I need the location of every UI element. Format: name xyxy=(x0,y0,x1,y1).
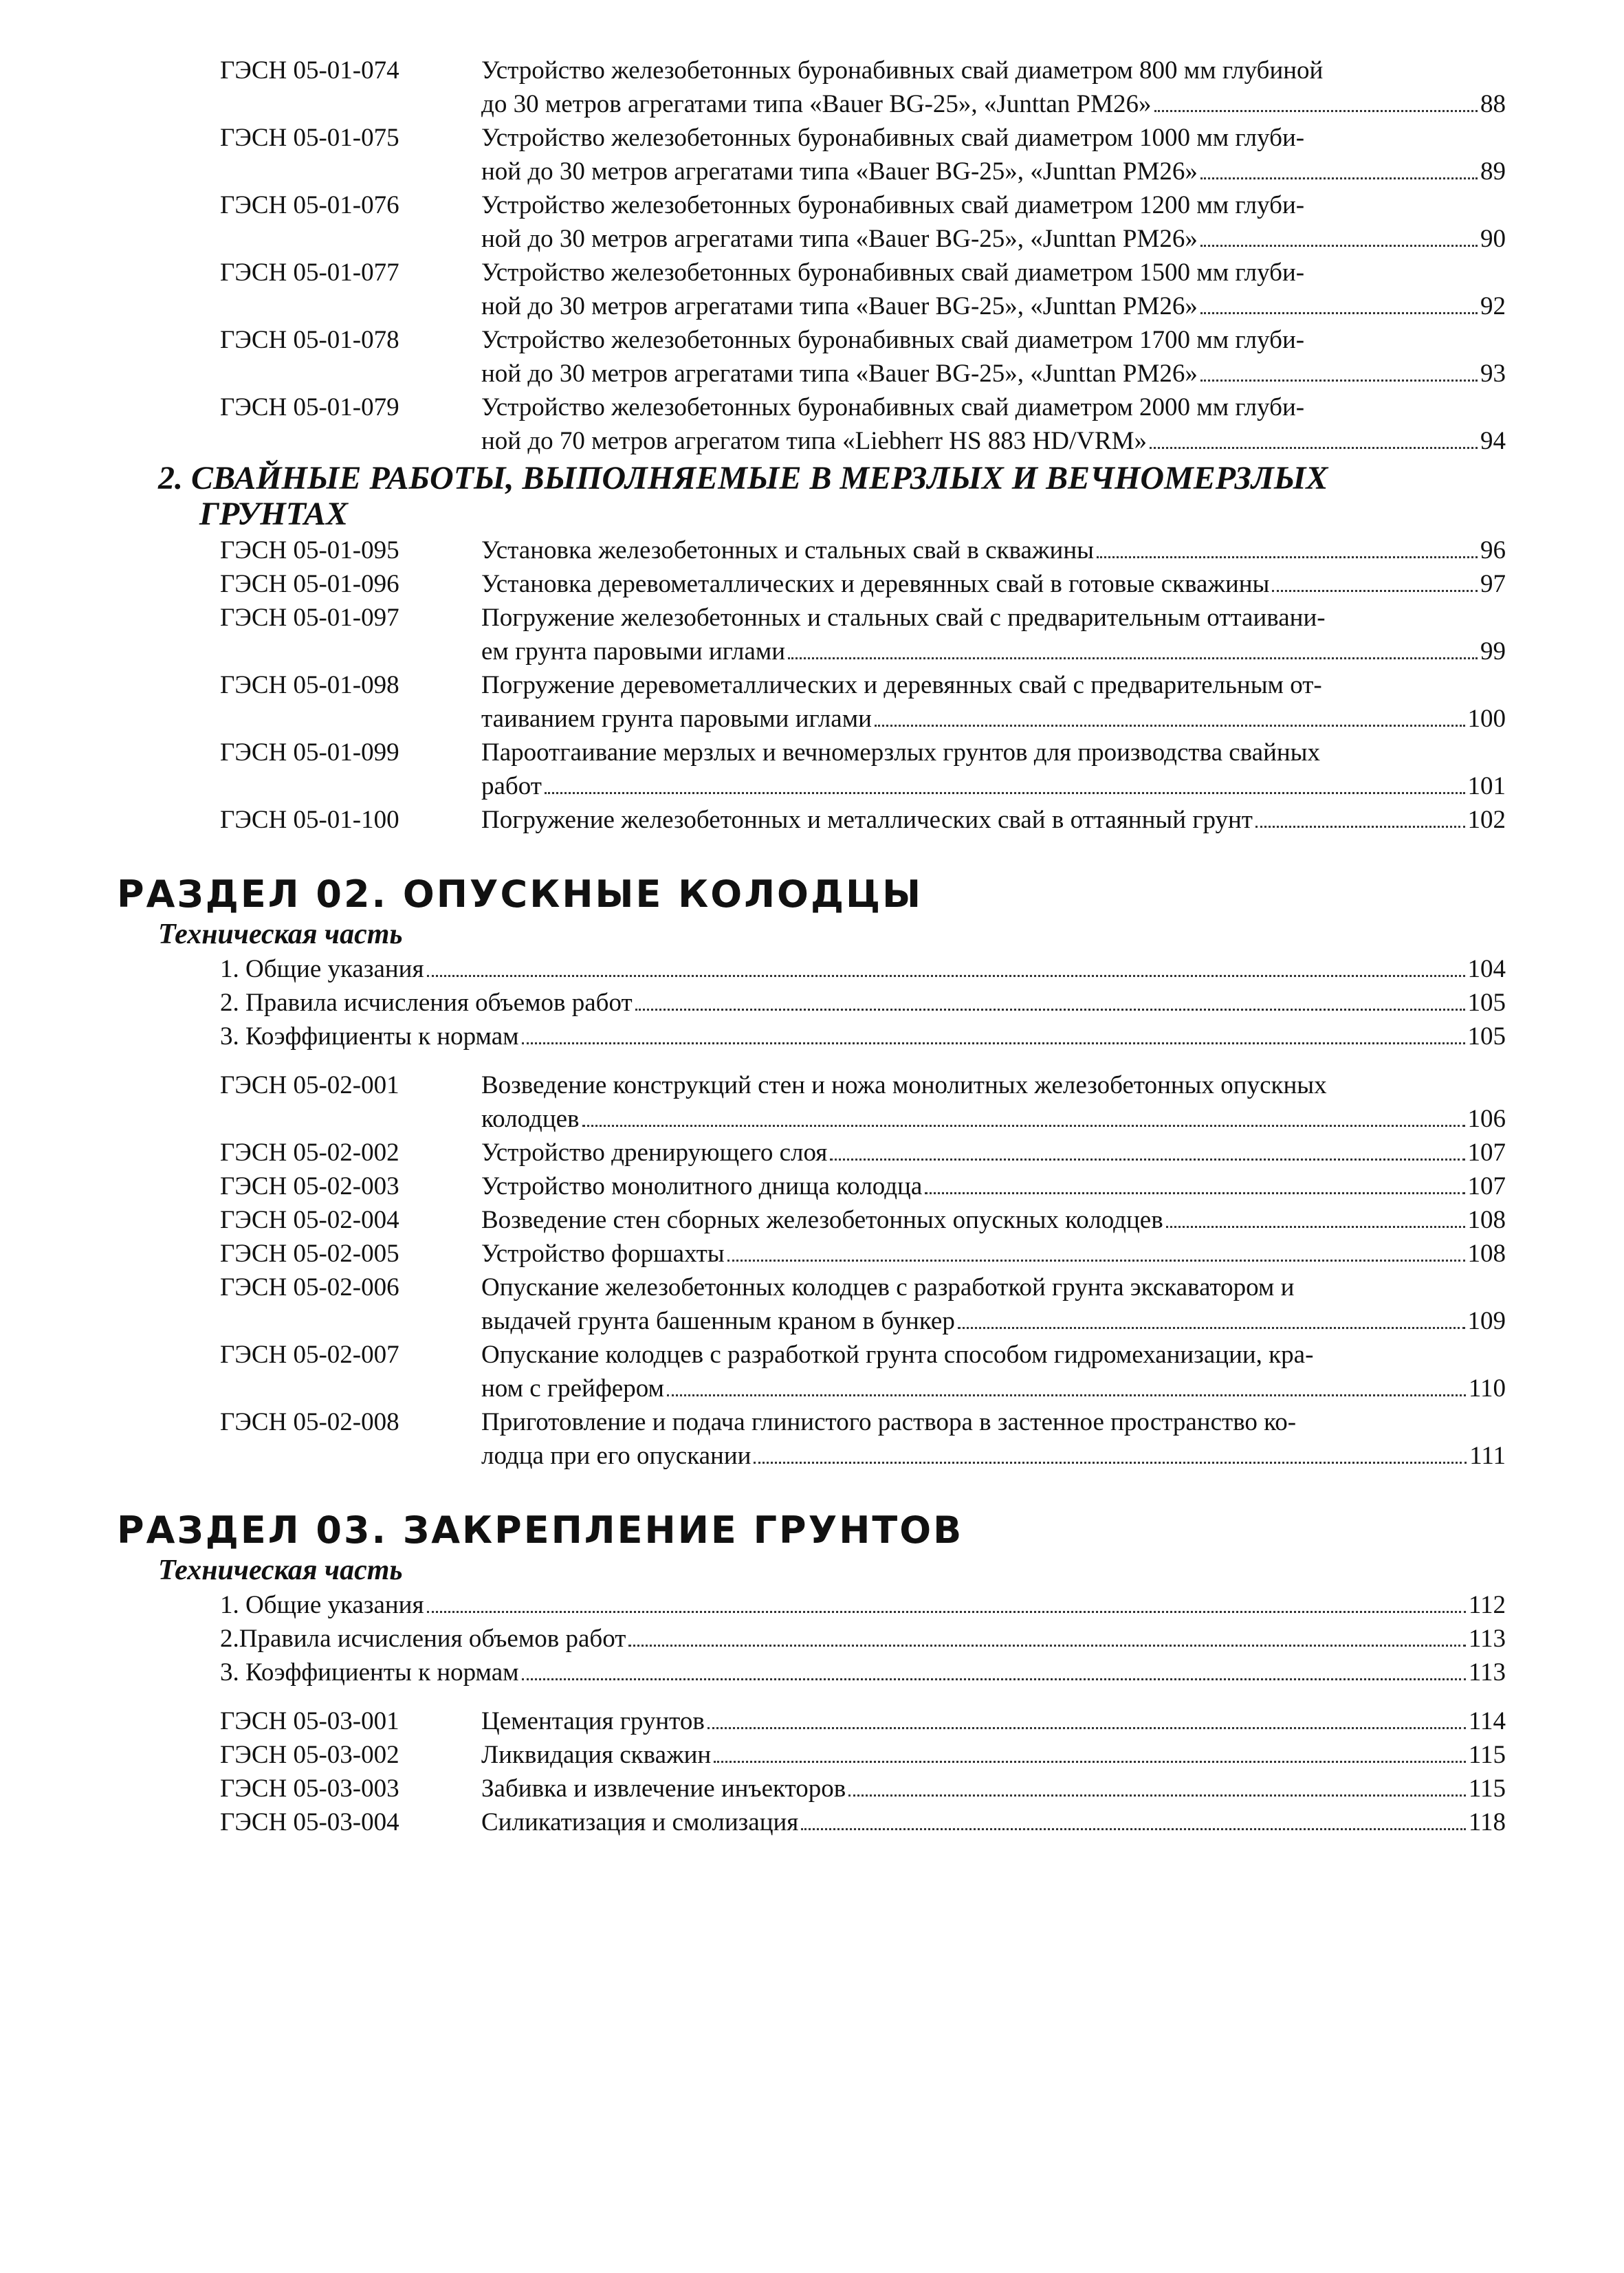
toc-entry xyxy=(158,1170,1506,1203)
leader-dots xyxy=(522,1042,1465,1044)
leader-dots xyxy=(628,1645,1465,1647)
entry-title-line xyxy=(481,1304,1506,1338)
leader-dots xyxy=(1166,1226,1465,1228)
tech-part-item xyxy=(158,1656,1506,1689)
norm-code: ГЭСН 05-01-098 xyxy=(220,671,399,699)
tech-part-label: 2.Правила исчисления объемов работ xyxy=(220,1625,626,1653)
page-number: 114 xyxy=(1468,1707,1506,1735)
entry-title-line xyxy=(481,1805,1506,1839)
toc-entry xyxy=(158,1271,1506,1338)
entry-title-text: Устройство монолитного днища колодца xyxy=(481,1172,923,1200)
leader-dots xyxy=(801,1828,1466,1830)
leader-dots xyxy=(1097,556,1478,558)
norm-code: ГЭСН 05-01-075 xyxy=(220,124,399,152)
page-number: 92 xyxy=(1480,292,1506,320)
page-number: 111 xyxy=(1469,1442,1506,1470)
entry-title xyxy=(481,567,1506,601)
leader-dots xyxy=(830,1159,1464,1161)
entry-title xyxy=(481,323,1506,391)
entry-title-text: Приготовление и подача глинистого раствора в застенное пространство ко- xyxy=(481,1408,1297,1436)
toc-entry xyxy=(158,256,1506,323)
leader-dots xyxy=(522,1678,1466,1680)
leader-dots xyxy=(848,1794,1466,1797)
entry-title-text: ной до 70 метров агрегатом типа «Liebherr HS 883 HD/VRM» xyxy=(481,427,1148,455)
entry-title-text: ем грунта паровыми иглами xyxy=(481,637,786,666)
entry-title-text: Возведение стен сборных железобетонных опускных колодцев xyxy=(481,1206,1163,1234)
entry-title xyxy=(481,1136,1506,1170)
entry-title-line xyxy=(481,424,1506,458)
tech-part-item xyxy=(158,1020,1506,1053)
entry-title-line xyxy=(481,769,1506,803)
entry-title-line xyxy=(481,601,1506,635)
entry-title-text: ном с грейфером xyxy=(481,1374,664,1403)
leader-dots xyxy=(545,792,1465,794)
norm-code: ГЭСН 05-01-074 xyxy=(220,56,399,85)
entry-title xyxy=(481,1237,1506,1271)
entry-title xyxy=(481,1772,1506,1805)
entry-title-text: Устройство дренирующего слоя xyxy=(481,1139,828,1167)
entry-title-text: Устройство форшахты xyxy=(481,1240,725,1268)
entry-title-line xyxy=(481,1068,1506,1102)
entry-title-text: таиванием грунта паровыми иглами xyxy=(481,705,872,733)
page-number: 97 xyxy=(1480,570,1506,598)
norm-code: ГЭСН 05-02-001 xyxy=(220,1071,399,1099)
page-number: 118 xyxy=(1468,1808,1506,1836)
section-02-tech-items xyxy=(158,952,1506,1053)
toc-content xyxy=(117,54,1506,1839)
norm-code: ГЭСН 05-01-079 xyxy=(220,393,399,421)
page-number: 115 xyxy=(1468,1775,1506,1803)
entry-title-text: Устройство железобетонных буронабивных свай диаметром 1500 мм глуби- xyxy=(481,259,1305,287)
entry-title xyxy=(481,668,1506,736)
entry-title-line xyxy=(481,1738,1506,1772)
tech-part-item xyxy=(158,1588,1506,1622)
leader-dots xyxy=(1200,312,1478,314)
entry-title-line xyxy=(481,357,1506,391)
leader-dots xyxy=(1200,177,1478,179)
page-number: 108 xyxy=(1467,1206,1506,1234)
leader-dots xyxy=(582,1125,1465,1127)
page-number: 93 xyxy=(1480,360,1506,388)
toc-entry xyxy=(158,1338,1506,1405)
norm-code: ГЭСН 05-01-077 xyxy=(220,259,399,287)
toc-entry xyxy=(158,1068,1506,1136)
entry-title-text: Устройство железобетонных буронабивных свай диаметром 2000 мм глуби- xyxy=(481,393,1305,421)
leader-dots xyxy=(427,975,1465,977)
entry-title-line xyxy=(481,702,1506,736)
entry-title-line xyxy=(481,222,1506,256)
entry-title-line xyxy=(481,1237,1506,1271)
toc-group-soil-strengthening xyxy=(158,1704,1506,1839)
entry-title-line xyxy=(481,567,1506,601)
entry-title-text: Установка железобетонных и стальных свай в скважины xyxy=(481,536,1094,564)
norm-code: ГЭСН 05-03-004 xyxy=(220,1808,399,1836)
page-number: 105 xyxy=(1467,1022,1506,1051)
toc-group-frozen-soils xyxy=(158,534,1506,837)
entry-title-text: Опускание железобетонных колодцев с разработкой грунта экскаватором и xyxy=(481,1273,1295,1302)
toc-entry xyxy=(158,1203,1506,1237)
toc-entry xyxy=(158,534,1506,567)
entry-title-line xyxy=(481,668,1506,702)
page-number: 107 xyxy=(1467,1172,1506,1200)
page-number: 96 xyxy=(1480,536,1506,564)
entry-title-line xyxy=(481,256,1506,289)
toc-entry xyxy=(158,567,1506,601)
norm-code: ГЭСН 05-02-006 xyxy=(220,1273,399,1302)
leader-dots xyxy=(707,1727,1466,1729)
page-number: 115 xyxy=(1468,1741,1506,1769)
entry-title-text: Пароотгаивание мерзлых и вечномерзлых грунтов для производства свайных xyxy=(481,738,1321,767)
page-number: 89 xyxy=(1480,157,1506,186)
entry-title-text: Опускание колодцев с разработкой грунта способом гидромеханизации, кра- xyxy=(481,1341,1314,1369)
entry-title-text: работ xyxy=(481,772,542,800)
toc-entry xyxy=(158,1237,1506,1271)
entry-title-line xyxy=(481,54,1506,87)
entry-title-text: до 30 метров агрегатами типа «Bauer BG-25», «Junttan PM26» xyxy=(481,90,1152,118)
leader-dots xyxy=(875,725,1465,727)
section-03-title: РАЗДЕЛ 03. ЗАКРЕПЛЕНИЕ ГРУНТОВ xyxy=(117,1508,964,1552)
page-number: 100 xyxy=(1467,705,1506,733)
leader-dots xyxy=(1154,110,1478,112)
leader-dots xyxy=(1272,590,1478,592)
entry-title-text: Силикатизация и смолизация xyxy=(481,1808,799,1836)
entry-title-line xyxy=(481,391,1506,424)
leader-dots xyxy=(427,1611,1466,1613)
section-03-tech-items xyxy=(158,1588,1506,1689)
entry-title xyxy=(481,1170,1506,1203)
toc-entry xyxy=(158,1704,1506,1738)
norm-code: ГЭСН 05-02-007 xyxy=(220,1341,399,1369)
entry-title-text: ной до 30 метров агрегатами типа «Bauer BG-25», «Junttan PM26» xyxy=(481,157,1198,186)
norm-code: ГЭСН 05-01-096 xyxy=(220,570,399,598)
entry-title xyxy=(481,256,1506,323)
entry-title xyxy=(481,1738,1506,1772)
entry-title-line xyxy=(481,635,1506,668)
entry-title-line xyxy=(481,1136,1506,1170)
entry-title-text: Ликвидация скважин xyxy=(481,1741,712,1769)
tech-part-item xyxy=(158,986,1506,1020)
page-number: 107 xyxy=(1467,1139,1506,1167)
entry-title-text: колодцев xyxy=(481,1105,580,1133)
leader-dots xyxy=(1200,380,1478,382)
leader-dots xyxy=(1200,245,1478,247)
tech-part-item xyxy=(158,952,1506,986)
norm-code: ГЭСН 05-01-099 xyxy=(220,738,399,767)
leader-dots xyxy=(667,1394,1466,1396)
entry-title xyxy=(481,534,1506,567)
tech-part-label: 1. Общие указания xyxy=(220,955,424,983)
entry-title-text: ной до 30 метров агрегатами типа «Bauer BG-25», «Junttan PM26» xyxy=(481,292,1198,320)
norm-code: ГЭСН 05-02-003 xyxy=(220,1172,399,1200)
page-number: 94 xyxy=(1480,427,1506,455)
section-02-title: РАЗДЕЛ 02. ОПУСКНЫЕ КОЛОДЦЫ xyxy=(117,872,923,916)
entry-title xyxy=(481,1338,1506,1405)
entry-title-line xyxy=(481,803,1506,837)
entry-title xyxy=(481,1704,1506,1738)
toc-entry xyxy=(158,1772,1506,1805)
page-number: 112 xyxy=(1468,1591,1506,1619)
tech-part-label: 2. Правила исчисления объемов работ xyxy=(220,989,633,1017)
norm-code: ГЭСН 05-02-005 xyxy=(220,1240,399,1268)
toc-entry xyxy=(158,188,1506,256)
leader-dots xyxy=(754,1462,1467,1464)
entry-title-line xyxy=(481,1772,1506,1805)
leader-dots xyxy=(1150,447,1478,449)
tech-part-label: 3. Коэффициенты к нормам xyxy=(220,1022,519,1051)
leader-dots xyxy=(1255,826,1465,828)
toc-entry xyxy=(158,1805,1506,1839)
entry-title-line xyxy=(481,155,1506,188)
entry-title-line xyxy=(481,87,1506,121)
entry-title-text: выдачей грунта башенным краном в бункер xyxy=(481,1307,955,1335)
norm-code: ГЭСН 05-03-001 xyxy=(220,1707,399,1735)
page-number: 113 xyxy=(1468,1625,1506,1653)
toc-entry xyxy=(158,1738,1506,1772)
entry-title-text: ной до 30 метров агрегатами типа «Bauer BG-25», «Junttan PM26» xyxy=(481,225,1198,253)
entry-title xyxy=(481,601,1506,668)
entry-title xyxy=(481,121,1506,188)
entry-title-text: Цементация грунтов xyxy=(481,1707,705,1735)
entry-title-text: Установка деревометаллических и деревянных свай в готовые скважины xyxy=(481,570,1270,598)
entry-title-line xyxy=(481,188,1506,222)
norm-code: ГЭСН 05-01-100 xyxy=(220,806,399,834)
entry-title xyxy=(481,1271,1506,1338)
entry-title-line xyxy=(481,323,1506,357)
page-number: 106 xyxy=(1467,1105,1506,1133)
toc-entry xyxy=(158,1136,1506,1170)
toc-entry xyxy=(158,391,1506,458)
norm-code: ГЭСН 05-01-097 xyxy=(220,604,399,632)
entry-title-line xyxy=(481,1271,1506,1304)
toc-entry xyxy=(158,1405,1506,1473)
toc-entry xyxy=(158,54,1506,121)
page-number: 110 xyxy=(1468,1374,1506,1403)
norm-code: ГЭСН 05-02-002 xyxy=(220,1139,399,1167)
norm-code: ГЭСН 05-01-078 xyxy=(220,326,399,354)
entry-title-text: Погружение деревометаллических и деревянных свай с предварительным от- xyxy=(481,671,1322,699)
norm-code: ГЭСН 05-02-008 xyxy=(220,1408,399,1436)
entry-title-line xyxy=(481,1102,1506,1136)
subsection-heading xyxy=(158,461,1506,532)
entry-title-line xyxy=(481,1405,1506,1439)
norm-code: ГЭСН 05-03-002 xyxy=(220,1741,399,1769)
entry-title xyxy=(481,54,1506,121)
toc-entry xyxy=(158,601,1506,668)
tech-part-label: 3. Коэффициенты к нормам xyxy=(220,1658,519,1687)
entry-title-line xyxy=(481,1704,1506,1738)
entry-title-text: лодца при его опускании xyxy=(481,1442,751,1470)
entry-title-line xyxy=(481,289,1506,323)
entry-title xyxy=(481,1405,1506,1473)
page-number: 109 xyxy=(1467,1307,1506,1335)
leader-dots xyxy=(958,1327,1465,1329)
entry-title xyxy=(481,391,1506,458)
entry-title-line xyxy=(481,1439,1506,1473)
entry-title-text: Устройство железобетонных буронабивных свай диаметром 1000 мм глуби- xyxy=(481,124,1305,152)
entry-title-text: Погружение железобетонных и стальных свай с предварительным оттаивани- xyxy=(481,604,1326,632)
page-number: 88 xyxy=(1480,90,1506,118)
toc-entry xyxy=(158,668,1506,736)
entry-title-text: Устройство железобетонных буронабивных свай диаметром 1200 мм глуби- xyxy=(481,191,1305,219)
section-03-tech-part-heading: Техническая часть xyxy=(158,1555,403,1586)
page-number: 105 xyxy=(1467,989,1506,1017)
norm-code: ГЭСН 05-01-095 xyxy=(220,536,399,564)
entry-title-line xyxy=(481,534,1506,567)
page-number: 99 xyxy=(1480,637,1506,666)
entry-title-line xyxy=(481,1338,1506,1372)
tech-part-label: 1. Общие указания xyxy=(220,1591,424,1619)
leader-dots xyxy=(925,1192,1464,1194)
page-number: 104 xyxy=(1467,955,1506,983)
page-number: 102 xyxy=(1467,806,1506,834)
entry-title xyxy=(481,736,1506,803)
entry-title-text: Погружение железобетонных и металлических свай в оттаянный грунт xyxy=(481,806,1253,834)
tech-part-item xyxy=(158,1622,1506,1656)
toc-group-pile-drilling xyxy=(158,54,1506,458)
section-02-tech-part-heading: Техническая часть xyxy=(158,919,403,950)
entry-title xyxy=(481,188,1506,256)
entry-title xyxy=(481,1805,1506,1839)
entry-title xyxy=(481,803,1506,837)
toc-entry xyxy=(158,121,1506,188)
toc-entry xyxy=(158,323,1506,391)
leader-dots xyxy=(635,1009,1465,1011)
leader-dots xyxy=(714,1761,1466,1763)
norm-code: ГЭСН 05-02-004 xyxy=(220,1206,399,1234)
page-number: 108 xyxy=(1467,1240,1506,1268)
entry-title xyxy=(481,1068,1506,1136)
entry-title-line xyxy=(481,1170,1506,1203)
norm-code: ГЭСН 05-03-003 xyxy=(220,1775,399,1803)
subsection-heading-line2: ГРУНТАХ xyxy=(199,496,348,532)
leader-dots xyxy=(727,1260,1465,1262)
entry-title-text: Устройство железобетонных буронабивных свай диаметром 800 мм глубиной xyxy=(481,56,1324,85)
page-number: 113 xyxy=(1468,1658,1506,1687)
page-number: 101 xyxy=(1467,772,1506,800)
entry-title-line xyxy=(481,121,1506,155)
entry-title-line xyxy=(481,1203,1506,1237)
entry-title-text: Забивка и извлечение инъекторов xyxy=(481,1775,846,1803)
entry-title-text: Возведение конструкций стен и ножа монолитных железобетонных опускных xyxy=(481,1071,1327,1099)
entry-title-text: ной до 30 метров агрегатами типа «Bauer BG-25», «Junttan PM26» xyxy=(481,360,1198,388)
leader-dots xyxy=(788,657,1478,659)
entry-title-line xyxy=(481,736,1506,769)
subsection-heading-line1: 2. СВАЙНЫЕ РАБОТЫ, ВЫПОЛНЯЕМЫЕ В МЕРЗЛЫХ И ВЕЧНОМЕРЗЛЫХ xyxy=(158,460,1328,496)
toc-entry xyxy=(158,803,1506,837)
norm-code: ГЭСН 05-01-076 xyxy=(220,191,399,219)
entry-title-text: Устройство железобетонных буронабивных свай диаметром 1700 мм глуби- xyxy=(481,326,1305,354)
toc-entry xyxy=(158,736,1506,803)
page-number: 90 xyxy=(1480,225,1506,253)
entry-title-line xyxy=(481,1372,1506,1405)
toc-group-caissons xyxy=(158,1068,1506,1473)
entry-title xyxy=(481,1203,1506,1237)
